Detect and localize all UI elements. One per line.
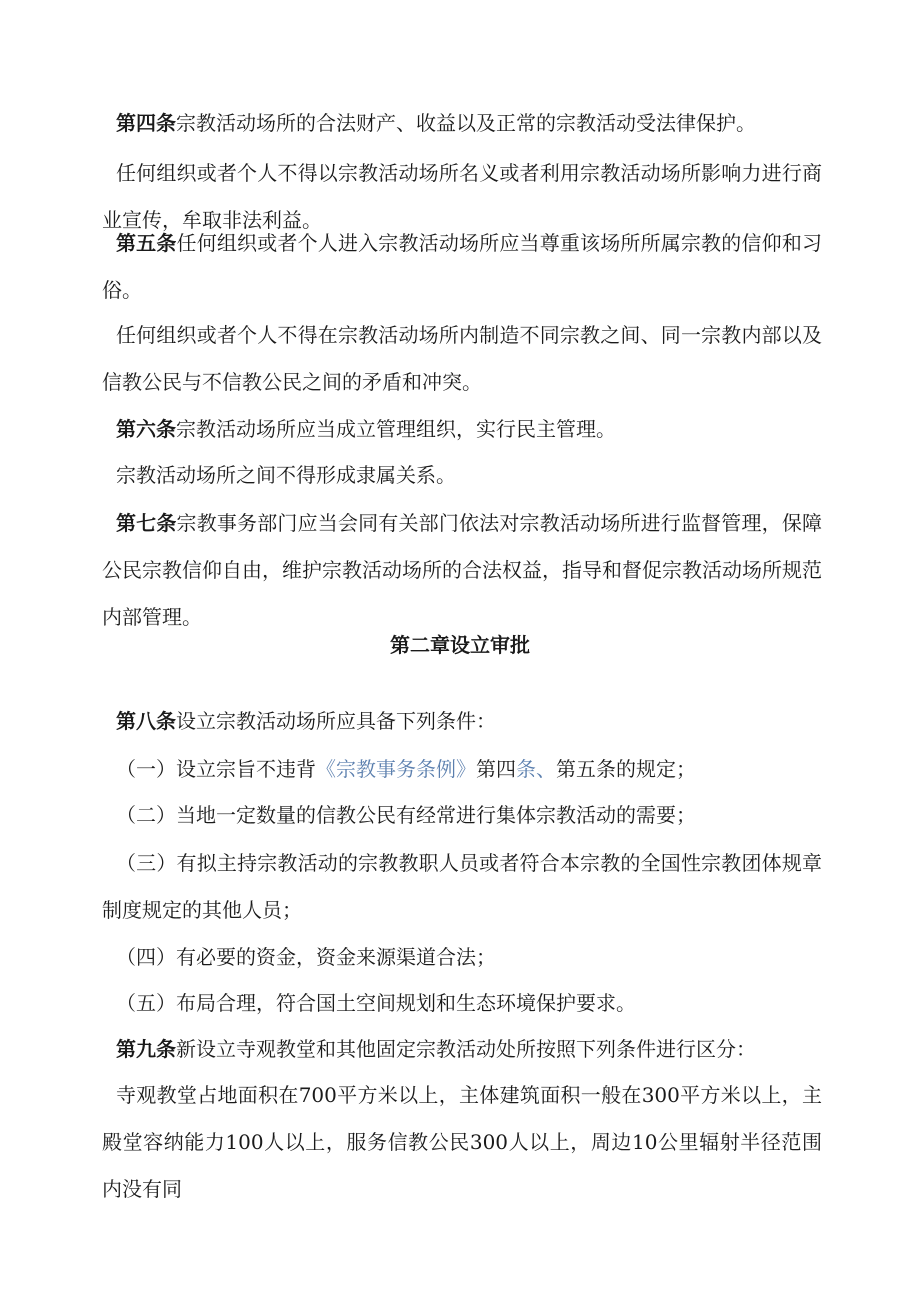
- article-reference-link[interactable]: 条、: [516, 757, 556, 781]
- article-4-paragraph-2: 任何组织或者个人不得以宗教活动场所名义或者利用宗教活动场所影响力进行商业宣传，牟取非法利益。: [102, 161, 822, 232]
- condition-item-1-mid: 第四: [476, 757, 516, 781]
- condition-item-2: （二）当地一定数量的信教公民有经常进行集体宗教活动的需要；: [116, 803, 696, 827]
- article-4-heading: 第四条: [116, 111, 176, 135]
- article-6-text: 宗教活动场所应当成立管理组织，实行民主管理。: [176, 417, 616, 441]
- article-5-paragraph-2: 任何组织或者个人不得在宗教活动场所内制造不同宗教之间、同一宗教内部以及信教公民与不信教公民之间的矛盾和冲突。: [102, 323, 822, 394]
- article-9: [102, 1026, 822, 1073]
- article-8-text: 设立宗教活动场所应具备下列条件：: [176, 709, 496, 733]
- condition-item-1-text: （一）设立宗旨不违背: [116, 757, 316, 781]
- article-8: [102, 698, 822, 745]
- chapter-heading: 第二章设立审批: [390, 633, 530, 657]
- condition-item-3: （三）有拟主持宗教活动的宗教教职人员或者符合本宗教的全国性宗教团体规章制度规定的其他人员；: [102, 851, 822, 922]
- article-5-heading: 第五条: [116, 231, 177, 255]
- article-6-paragraph-2: 宗教活动场所之间不得形成隶属关系。: [116, 463, 456, 487]
- condition-item-1-tail: 第五条的规定；: [556, 757, 696, 781]
- regulation-link[interactable]: 《宗教事务条例》: [316, 757, 476, 781]
- article-4: [102, 100, 822, 147]
- condition-item-4: （四）有必要的资金，资金来源渠道合法；: [116, 945, 496, 969]
- article-7-text: 宗教事务部门应当会同有关部门依法对宗教活动场所进行监督管理，保障公民宗教信仰自由，维护宗教活动场所的合法权益，指导和督促宗教活动场所规范内部管理。: [102, 511, 823, 629]
- article-9-heading: 第九条: [116, 1037, 176, 1061]
- article-6: [102, 406, 822, 453]
- condition-item-1: [102, 746, 822, 793]
- article-7: [102, 500, 822, 641]
- article-5: [102, 220, 822, 314]
- article-9-text: 新设立寺观教堂和其他固定宗教活动处所按照下列条件进行区分：: [176, 1037, 756, 1061]
- article-9-paragraph-2: 寺观教堂占地面积在700平方米以上，主体建筑面积一般在300平方米以上，主殿堂容纳能力100人以上，服务信教公民300人以上，周边10公里辐射半径范围内没有同: [102, 1083, 822, 1201]
- article-6-heading: 第六条: [116, 417, 176, 441]
- article-5-text: 任何组织或者个人进入宗教活动场所应当尊重该场所所属宗教的信仰和习俗。: [102, 231, 823, 302]
- article-4-text: 宗教活动场所的合法财产、收益以及正常的宗教活动受法律保护。: [176, 111, 756, 135]
- article-8-heading: 第八条: [116, 709, 176, 733]
- condition-item-5: （五）布局合理，符合国土空间规划和生态环境保护要求。: [116, 991, 636, 1015]
- article-7-heading: 第七条: [116, 511, 177, 535]
